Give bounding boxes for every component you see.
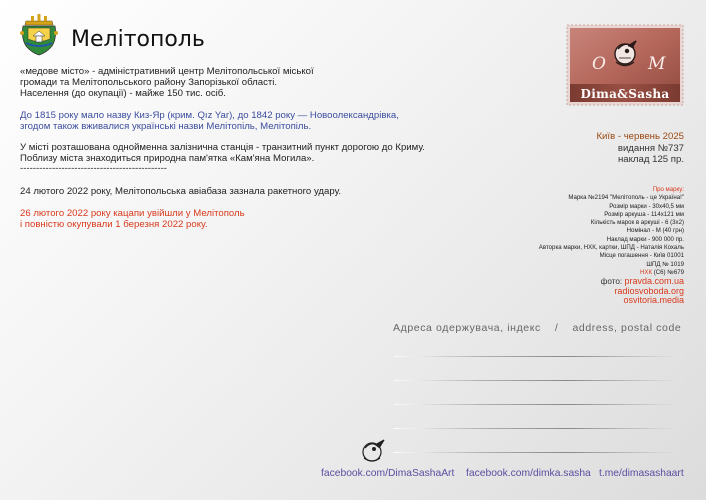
text-line: 26 лютого 2022 року кацапи увійшли у Мелітополь xyxy=(20,208,245,219)
paragraph-occupation xyxy=(20,208,245,230)
issue-edition: видання №737 xyxy=(617,142,684,154)
facebook-prefix: facebook.com/ xyxy=(321,468,388,479)
photo-link-pravda[interactable]: pravda.com.ua xyxy=(624,276,684,286)
stamp-letter-m: M xyxy=(648,54,666,74)
facebook-link-dimasashaart[interactable] xyxy=(321,468,454,479)
stamp-info-label: Про марку: xyxy=(652,186,684,193)
stamp-info xyxy=(539,186,684,277)
text-line: Населення (до окупації) - майже 150 тис. осіб. xyxy=(20,88,226,100)
text-line: У місті розташована однойменна залізнична станція - транзитний пункт дорогою до Криму. xyxy=(20,142,425,153)
paragraph-history xyxy=(20,110,399,132)
facebook-handle: DimaSashaArt xyxy=(387,468,455,479)
text-line: Поблизу міста знаходиться природна пам'ятка «Кам'яна Могила». xyxy=(20,153,315,165)
facebook-link-dimka-sasha[interactable] xyxy=(466,468,591,479)
text-line: 24 лютого 2022 року, Мелітопольська авіабаза зазнала ракетного удару. xyxy=(20,186,342,197)
stamp-info-line: Кількість марок в аркуші - 6 (3х2) xyxy=(590,219,684,227)
stamp-info-line: ШПД № 1019 xyxy=(646,260,684,268)
address-label-ua: Адреса одержувача, індекс xyxy=(393,322,541,334)
stamp-info-line: Наклад марки - 900 000 пр. xyxy=(606,235,684,243)
stamp-info-line: Розмір марки - 30х40,5 мм xyxy=(609,202,684,210)
address-separator: / xyxy=(554,322,559,334)
nhh-number: (С6) №679 xyxy=(652,268,684,276)
city-title: Мелітополь xyxy=(71,27,205,52)
stamp-info-line: Номінал - М (40 грн) xyxy=(626,227,684,235)
text-line: До 1815 року мало назву Киз-Яр (крим. Qız Yar), до 1842 року — Новоолександрівка, xyxy=(20,110,399,121)
address-line-1[interactable] xyxy=(394,356,684,357)
stamp-info-line: Розмір аркуша - 114х121 мм xyxy=(604,210,684,218)
bird-logo-icon xyxy=(355,436,389,466)
photo-credits xyxy=(601,277,684,306)
stamp-info-line: Марка №2194 "Мелітополь - це Україна!" xyxy=(568,194,684,202)
text-line: громади та Мелітопольського району Запорізької області. xyxy=(20,77,278,89)
photo-link-osvitoria[interactable]: osvitoria.media xyxy=(623,295,684,306)
stamp-brand: Dima&Sasha xyxy=(580,87,670,101)
facebook-prefix: facebook.com/ xyxy=(466,468,533,479)
telegram-handle: t.me/dimasashaart xyxy=(599,468,684,479)
facebook-handle: dimka.sasha xyxy=(532,468,591,479)
photo-link-radiosvoboda[interactable]: radiosvoboda.org xyxy=(614,285,684,296)
separator-dashes: ---------------------------------------------- xyxy=(20,163,167,175)
address-label-en: address, postal code xyxy=(572,322,682,334)
stamp-info-line: Місце погашення - Київ 01001 xyxy=(599,252,684,260)
paragraph-intro xyxy=(20,66,314,100)
stamp-info-line: Авторка марки, НХК, картки, ШПД - Наталія Кохаль xyxy=(538,244,684,252)
paragraph-station xyxy=(20,142,425,173)
stamp-letter-o: O xyxy=(592,54,606,74)
paragraph-airbase xyxy=(20,186,341,197)
address-line-2[interactable] xyxy=(394,380,684,381)
coat-of-arms-icon xyxy=(20,13,58,57)
address-label xyxy=(393,322,681,334)
address-line-4[interactable] xyxy=(394,428,684,429)
text-line: згодом також вживалися українські назви Мелітопіль, Мелітопіль. xyxy=(20,121,312,133)
address-line-3[interactable] xyxy=(394,404,684,405)
photo-label: фото: xyxy=(600,277,625,286)
telegram-link[interactable] xyxy=(599,468,684,479)
text-line: і повністю окупували 1 березня 2022 року. xyxy=(20,219,208,231)
issue-print-run: наклад 125 пр. xyxy=(617,154,684,165)
nhh-prefix: НХК xyxy=(640,268,653,276)
issue-date: Київ - червень 2025 xyxy=(596,131,684,142)
issue-info xyxy=(596,131,684,166)
dimasasha-stamp xyxy=(566,24,684,106)
address-line-5[interactable] xyxy=(394,452,684,453)
text-line: «медове місто» - адміністративний центр Мелітопольської міської xyxy=(20,66,314,77)
